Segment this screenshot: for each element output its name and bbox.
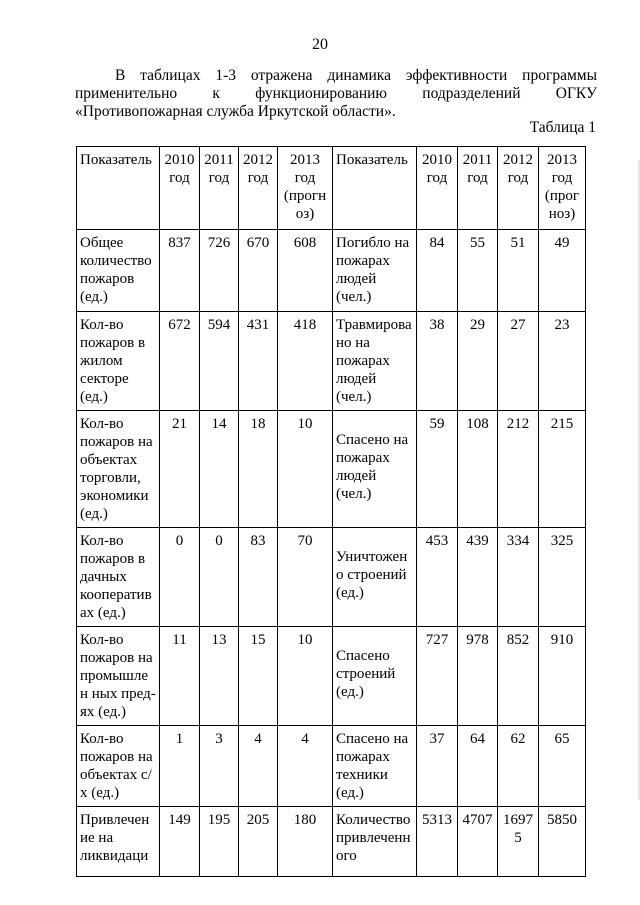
table-cell: 14: [200, 411, 239, 528]
table-cell: 3: [200, 726, 239, 807]
intro-line-1: [75, 67, 597, 85]
intro-word: В: [115, 67, 126, 84]
table-cell: 55: [458, 230, 498, 312]
row-indicator-left: Кол-во пожаров на объектах с/х (ед.): [77, 726, 160, 807]
row-indicator-left: Кол-во пожаров на объектах торговли, экономики (ед.): [77, 411, 160, 528]
row-indicator-right: Количество привлеченн ого: [333, 807, 417, 877]
header-year-2013-left: 2013 год (прогноз): [278, 147, 333, 230]
table-header-row: [77, 147, 586, 230]
header-year-2010-right: 2010 год: [417, 147, 458, 230]
header-year-2011-right: 2011 год: [458, 147, 498, 230]
row-indicator-right: Погибло на пожарах людей (чел.): [333, 230, 417, 312]
row-indicator-right: Спасено строений (ед.): [333, 627, 417, 726]
table-cell: 4: [239, 726, 278, 807]
row-indicator-left: Кол-во пожаров в дачных кооператив ах (ед.): [77, 528, 160, 627]
table-cell: 418: [278, 312, 333, 411]
table-cell: 13: [200, 627, 239, 726]
table-cell: 83: [239, 528, 278, 627]
table-cell: 4707: [458, 807, 498, 877]
table-cell: 325: [539, 528, 586, 627]
table-row: [77, 230, 586, 312]
intro-word: функционированию: [255, 85, 388, 102]
table-cell: 205: [239, 807, 278, 877]
table-cell: 23: [539, 312, 586, 411]
table-cell: 37: [417, 726, 458, 807]
intro-line-2: [75, 85, 597, 103]
table-cell: 21: [160, 411, 200, 528]
header-year-2013-right: 2013 год (прогноз): [539, 147, 586, 230]
table-cell: 10: [278, 411, 333, 528]
row-indicator-right: Спасено на пожарах людей (чел.): [333, 411, 417, 528]
table-cell: 727: [417, 627, 458, 726]
table-cell: 726: [200, 230, 239, 312]
intro-paragraph: [75, 67, 597, 121]
intro-word: эффективности: [405, 67, 508, 84]
intro-word: динамика: [327, 67, 391, 84]
table-cell: 64: [458, 726, 498, 807]
intro-word: подразделений: [422, 85, 521, 102]
table-cell: 10: [278, 627, 333, 726]
table-cell: 0: [200, 528, 239, 627]
table-cell: 29: [458, 312, 498, 411]
header-indicator-right: Показатель: [333, 147, 417, 230]
intro-word: ОГКУ: [555, 85, 597, 102]
table-cell: 16975: [498, 807, 539, 877]
table-row: [77, 411, 586, 528]
table-cell: 0: [160, 528, 200, 627]
page-bottom-edge: [0, 897, 640, 905]
table-cell: 212: [498, 411, 539, 528]
table-cell: 108: [458, 411, 498, 528]
header-year-2012-left: 2012 год: [239, 147, 278, 230]
table-cell: 672: [160, 312, 200, 411]
table-cell: 594: [200, 312, 239, 411]
table-cell: 910: [539, 627, 586, 726]
table-cell: 978: [458, 627, 498, 726]
table-cell: 670: [239, 230, 278, 312]
table-row: [77, 627, 586, 726]
table-cell: 62: [498, 726, 539, 807]
table-cell: 195: [200, 807, 239, 877]
table-cell: 1: [160, 726, 200, 807]
table-cell: 837: [160, 230, 200, 312]
table-cell: 852: [498, 627, 539, 726]
row-indicator-left: Кол-во пожаров в жилом секторе (ед.): [77, 312, 160, 411]
intro-word: применительно: [75, 85, 178, 102]
table-cell: 65: [539, 726, 586, 807]
intro-word: таблицах: [140, 67, 201, 84]
table-caption: Таблица 1: [529, 119, 596, 136]
table-cell: 38: [417, 312, 458, 411]
data-table: [76, 146, 586, 877]
table-row: [77, 807, 586, 877]
intro-word: отражена: [250, 67, 313, 84]
intro-word: 1-3: [215, 67, 236, 84]
table-cell: 5850: [539, 807, 586, 877]
row-indicator-left: Кол-во пожаров на промышлен ных пред-ях (ед.): [77, 627, 160, 726]
table-cell: 334: [498, 528, 539, 627]
row-indicator-right: Уничтожен о строений (ед.): [333, 528, 417, 627]
table-cell: 18: [239, 411, 278, 528]
table-cell: 49: [539, 230, 586, 312]
header-year-2011-left: 2011 год: [200, 147, 239, 230]
row-indicator-left: Привлечен ие на ликвидаци: [77, 807, 160, 877]
table-row: [77, 726, 586, 807]
row-indicator-left: Общее количество пожаров (ед.): [77, 230, 160, 312]
table-cell: 59: [417, 411, 458, 528]
table-cell: 149: [160, 807, 200, 877]
intro-word: к: [212, 85, 220, 102]
table-cell: 608: [278, 230, 333, 312]
table-row: [77, 312, 586, 411]
table-cell: 51: [498, 230, 539, 312]
table-cell: 5313: [417, 807, 458, 877]
header-indicator-left: Показатель: [77, 147, 160, 230]
row-indicator-right: Спасено на пожарах техники (ед.): [333, 726, 417, 807]
header-year-2012-right: 2012 год: [498, 147, 539, 230]
intro-word: программы: [522, 67, 597, 84]
table-cell: 70: [278, 528, 333, 627]
page-number: 20: [312, 36, 328, 53]
table-cell: 431: [239, 312, 278, 411]
table-cell: 15: [239, 627, 278, 726]
table-cell: 84: [417, 230, 458, 312]
table-cell: 453: [417, 528, 458, 627]
row-indicator-right: Травмирова но на пожарах людей (чел.): [333, 312, 417, 411]
intro-line-3: «Противопожарная служба Иркутской области».: [75, 103, 396, 120]
table-cell: 215: [539, 411, 586, 528]
table-cell: 439: [458, 528, 498, 627]
table-row: [77, 528, 586, 627]
header-year-2010-left: 2010 год: [160, 147, 200, 230]
table-cell: 4: [278, 726, 333, 807]
table-cell: 180: [278, 807, 333, 877]
table-cell: 27: [498, 312, 539, 411]
table-cell: 11: [160, 627, 200, 726]
